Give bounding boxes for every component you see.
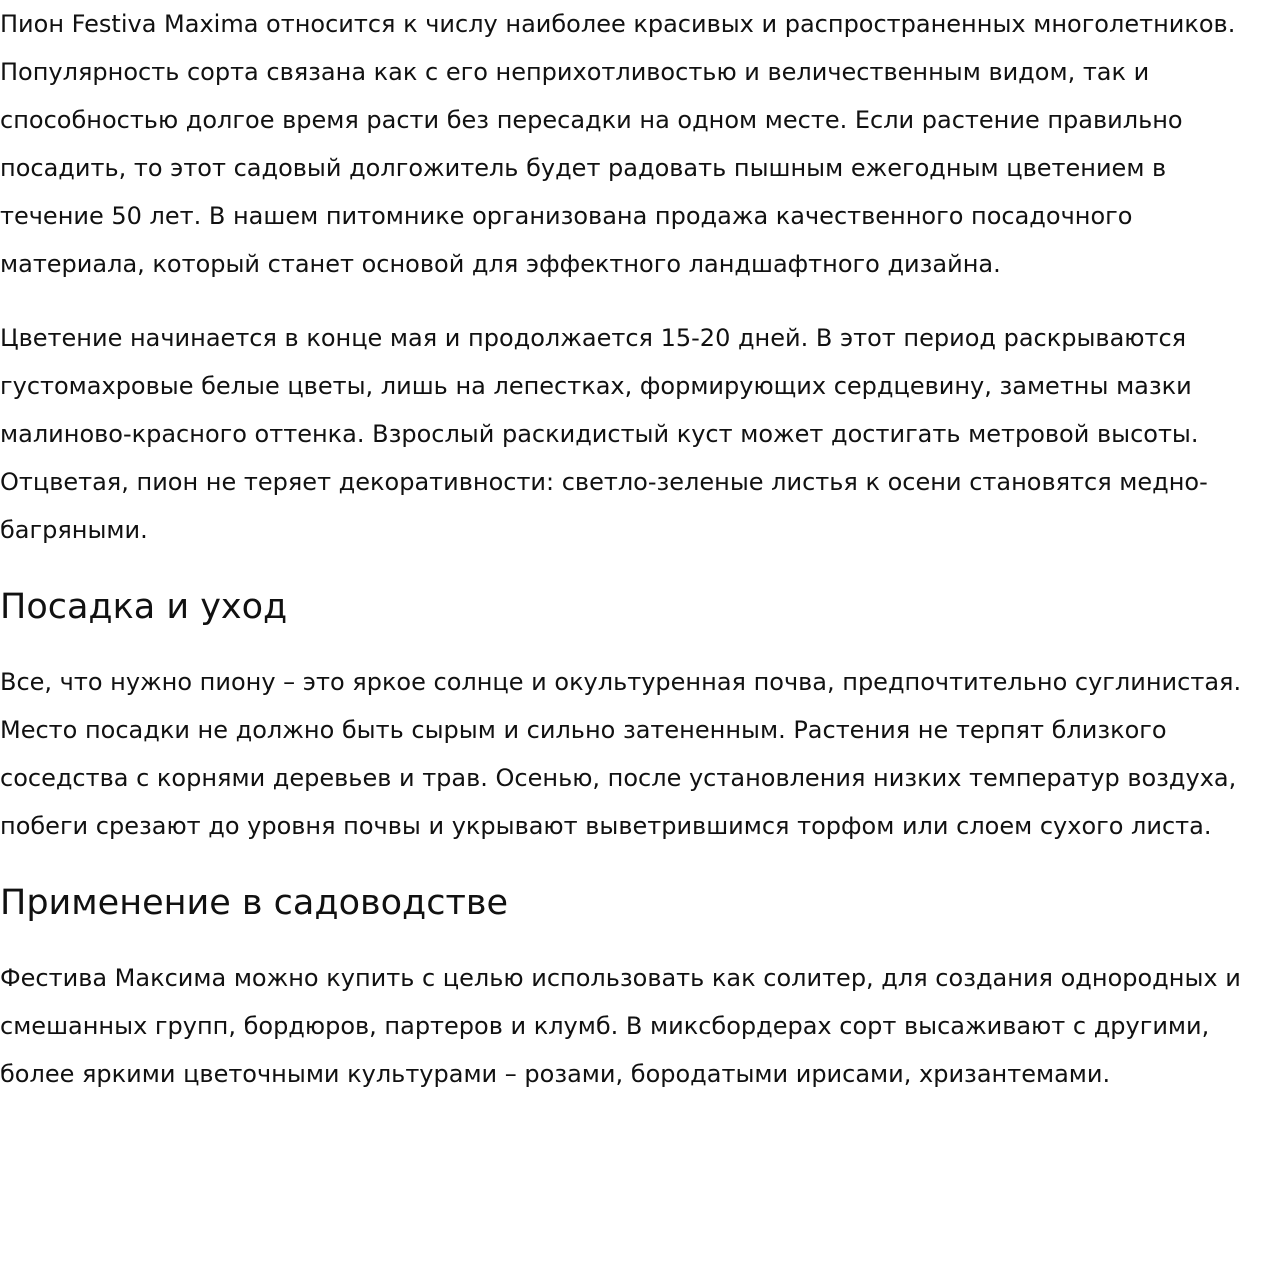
intro-paragraph-2: Цветение начинается в конце мая и продолжается 15-20 дней. В этот период раскрываются густомахровые белые цветы, лишь на лепестках, формирующих сердцевину, заметны мазки малиново-красного оттенка. Взрослый раскидистый куст может достигать метровой высоты. Отцветая, пион не теряет декоративности: светло-зеленые листья к осени становятся медно-багряными. <box>0 324 1208 544</box>
planting-paragraph: Все, что нужно пиону – это яркое солнце и окультуренная почва, предпочтительно суглинистая. Место посадки не должно быть сырым и сильно затененным. Растения не терпят близкого соседства с корнями деревьев и трав. Осенью, после установления низких температур воздуха, побеги срезают до уровня почвы и укрывают выветрившимся торфом или слоем сухого листа. <box>0 668 1242 840</box>
intro-paragraph-1: Пион Festiva Maxima относится к числу наиболее красивых и распространенных многолетников. Популярность сорта связана как с его неприхотливостью и величественным видом, так и способностью долгое время расти без пересадки на одном месте. Если растение правильно посадить, то этот садовый долгожитель будет радовать пышным ежегодным цветением в течение 50 лет. В нашем питомнике организована продажа качественного посадочного материала, который станет основой для эффектного ландшафтного дизайна. <box>0 10 1236 278</box>
planting-heading: Посадка и уход <box>0 587 288 627</box>
usage-heading: Применение в садоводстве <box>0 883 509 923</box>
usage-paragraph: Фестива Максима можно купить с целью использовать как солитер, для создания однородных и смешанных групп, бордюров, партеров и клумб. В миксбордерах сорт высаживают с другими, более яркими цветочными культурами – розами, бородатыми ирисами, хризантемами. <box>0 964 1241 1088</box>
